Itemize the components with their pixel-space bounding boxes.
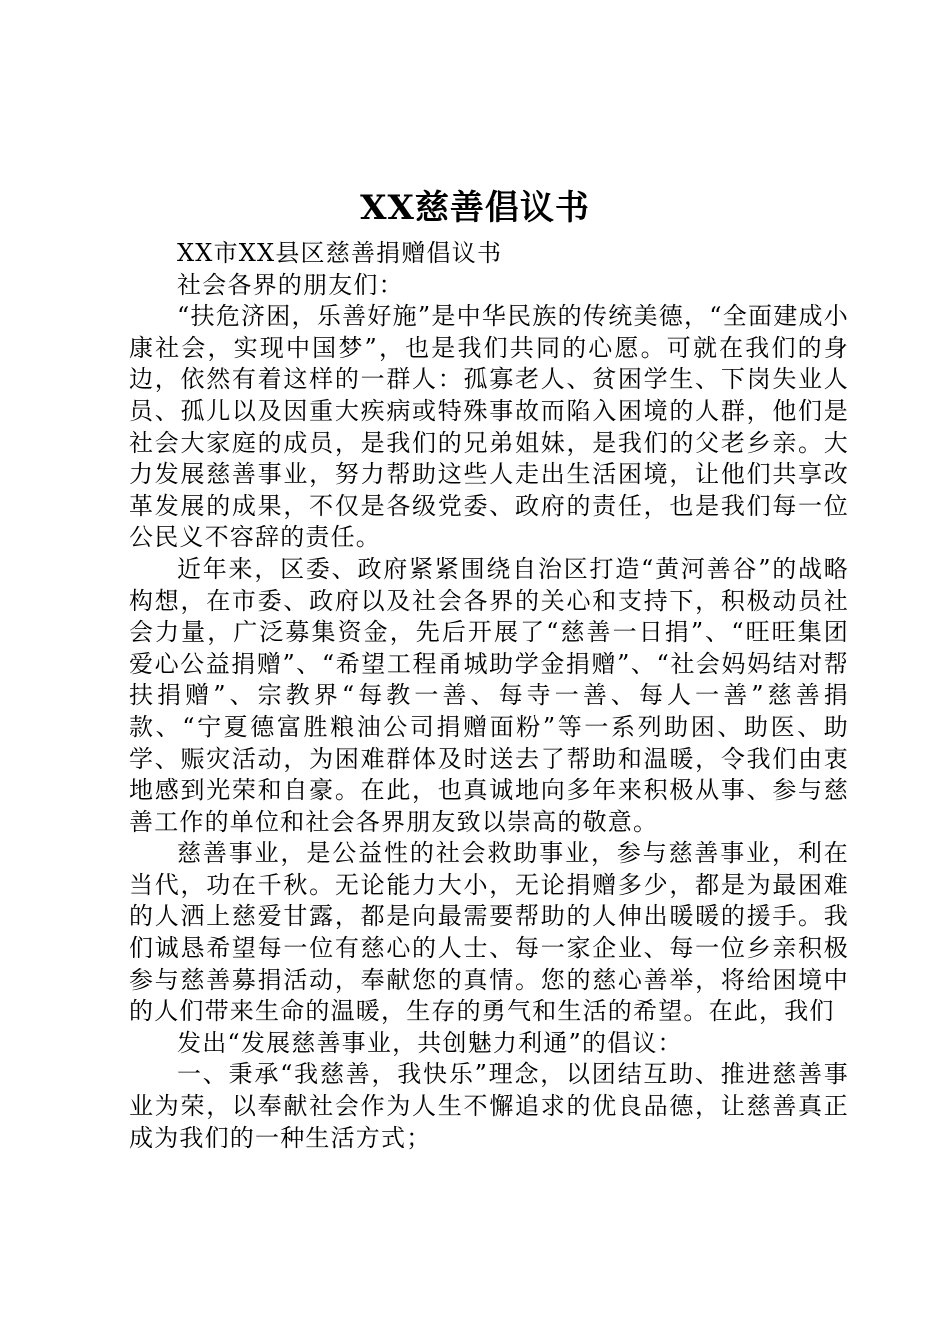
paragraph-intro: “扶危济困，乐善好施”是中华民族的传统美德，“全面建成小康社会，实现中国梦”，也是我们共同的心愿。可就在我们的身边，依然有着这样的一群人：孤寡老人、贫困学生、下岗失业人员、孤儿以及因重大疾病或特殊事故而陷入困境的人群，他们是社会大家庭的成员，是我们的兄弟姐妹，是我们的父老乡亲。大力发展慈善事业，努力帮助这些人走出生活困境，让他们共享改革发展的成果，不仅是各级党委、政府的责任，也是我们每一位公民义不容辞的责任。 — [129, 302, 849, 552]
proposal-item-1: 一、秉承“我慈善，我快乐”理念，以团结互助、推进慈善事业为荣，以奉献社会作为人生不懈追求的优良品德，让慈善真正成为我们的一种生活方式； — [129, 1060, 849, 1152]
subtitle-line: XX市XX县区慈善捐赠倡议书 — [177, 239, 503, 267]
proposal-intro: 发出“发展慈善事业，共创魅力利通”的倡议： — [177, 1028, 683, 1057]
document-title: XX慈善倡议书 — [360, 188, 590, 228]
paragraph-charity-cause: 慈善事业，是公益性的社会救助事业，参与慈善事业，利在当代，功在千秋。无论能力大小，无论捐赠多少，都是为最困难的人洒上慈爱甘露，都是向最需要帮助的人伸出暖暖的援手。我们诚恳希望每一位有慈心的人士、每一家企业、每一位乡亲积极参与慈善募捐活动，奉献您的真情。您的慈心善举，将给困境中的人们带来生命的温暖，生存的勇气和生活的希望。在此，我们 — [129, 839, 849, 1026]
document-body — [129, 238, 849, 1154]
paragraph-recent-years: 近年来，区委、政府紧紧围绕自治区打造“黄河善谷”的战略构想，在市委、政府以及社会各界的关心和支持下，积极动员社会力量，广泛募集资金，先后开展了“慈善一日捐”、“旺旺集团爱心公益捐赠”、“希望工程甬城助学金捐赠”、“社会妈妈结对帮扶捐赠”、宗教界“每教一善、每寺一善、每人一善”慈善捐款、“宁夏德富胜粮油公司捐赠面粉”等一系列助困、助医、助学、赈灾活动，为困难群体及时送去了帮助和温暖，令我们由衷地感到光荣和自豪。在此，也真诚地向多年来积极从事、参与慈善工作的单位和社会各界朋友致以崇高的敬意。 — [129, 554, 849, 836]
salutation: 社会各界的朋友们： — [177, 270, 404, 299]
